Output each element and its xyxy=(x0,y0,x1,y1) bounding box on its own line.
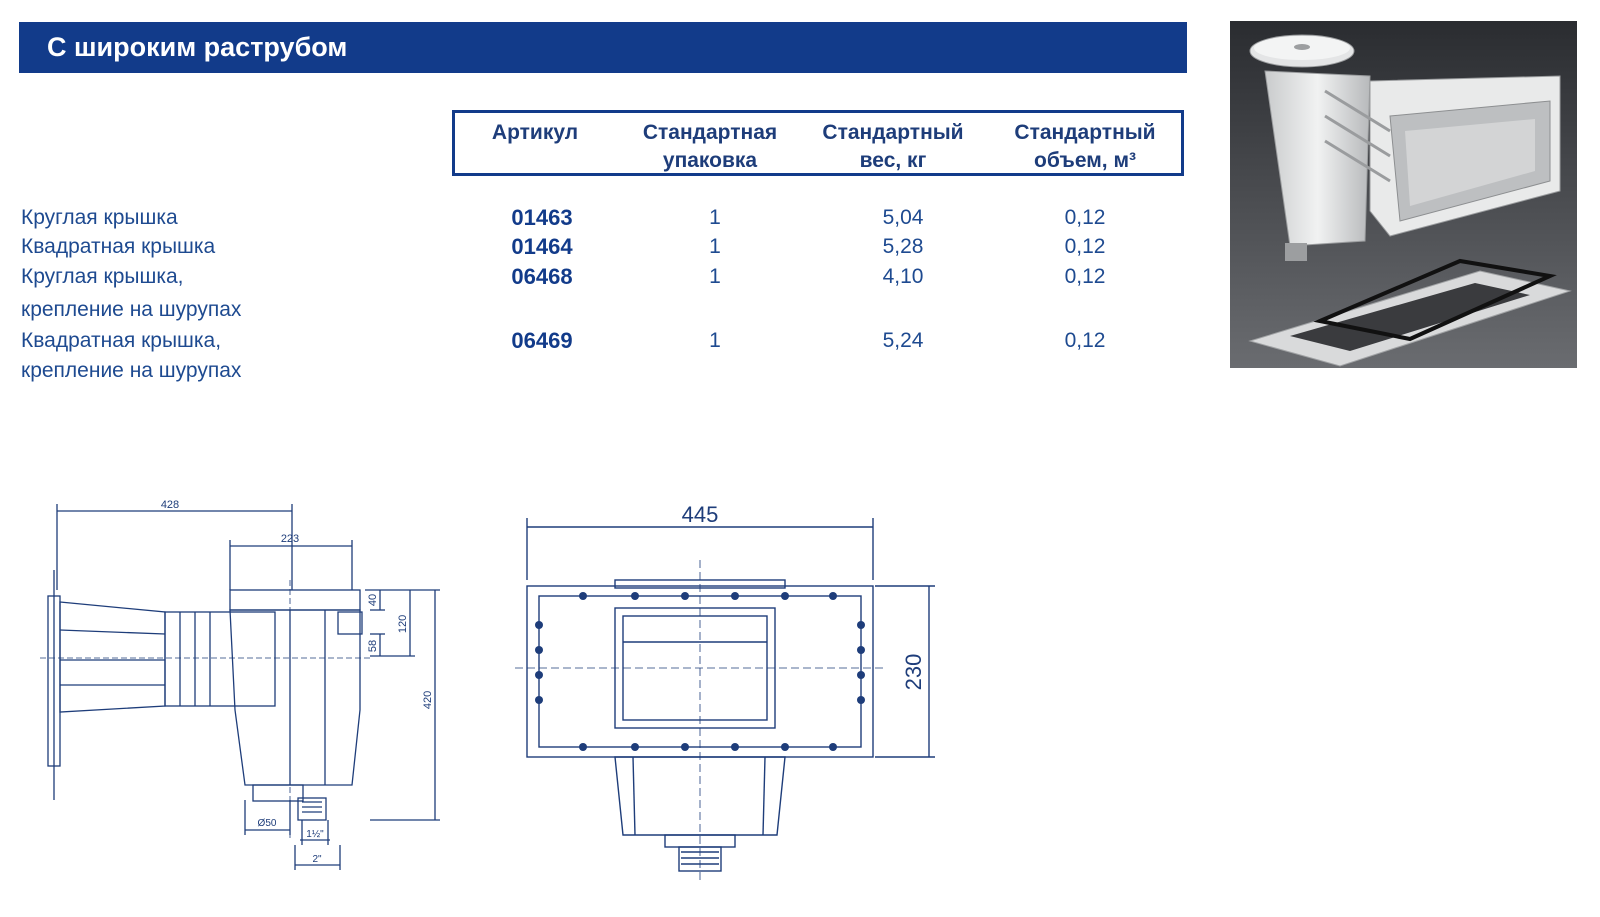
dim-428: 428 xyxy=(160,500,180,511)
row-name-line2: крепление на шурупах xyxy=(21,359,242,382)
title-bar xyxy=(19,22,1187,73)
dim-230: 230 xyxy=(901,653,926,691)
row-name: Круглая крышка xyxy=(21,206,178,229)
row-pack: 1 xyxy=(709,329,721,352)
header-article: Артикул xyxy=(491,121,579,144)
row-name: Круглая крышка, xyxy=(21,265,184,288)
row-article: 06468 xyxy=(511,264,573,289)
row-name-line2: крепление на шурупах xyxy=(21,298,242,321)
row-pack: 1 xyxy=(709,235,721,258)
side-view-drawing xyxy=(40,500,460,890)
row-name: Квадратная крышка, xyxy=(21,329,222,352)
dim-40: 40 xyxy=(367,593,379,607)
row-weight: 5,28 xyxy=(882,235,924,258)
row-volume: 0,12 xyxy=(1064,206,1106,229)
row-article: 06469 xyxy=(511,328,573,353)
row-name: Квадратная крышка xyxy=(21,235,216,258)
row-weight: 4,10 xyxy=(882,265,924,288)
row-pack: 1 xyxy=(709,206,721,229)
dim-58: 58 xyxy=(367,639,379,653)
page-title: С широким раструбом xyxy=(47,32,348,62)
table-header xyxy=(452,110,1184,176)
front-view-drawing xyxy=(515,500,935,900)
header-weight: Стандартный вес, кг xyxy=(822,121,964,172)
dim-420: 420 xyxy=(422,690,434,710)
row-article: 01464 xyxy=(511,234,573,259)
header-volume: Стандартный объем, м³ xyxy=(1014,121,1156,172)
row-weight: 5,04 xyxy=(882,206,924,229)
row-article: 01463 xyxy=(511,205,573,230)
row-volume: 0,12 xyxy=(1064,265,1106,288)
dim-223: 223 xyxy=(280,533,300,545)
dim-120: 120 xyxy=(397,614,409,634)
row-volume: 0,12 xyxy=(1064,235,1106,258)
dim-50: Ø50 xyxy=(257,818,277,829)
row-weight: 5,24 xyxy=(882,329,924,352)
row-pack: 1 xyxy=(709,265,721,288)
product-photo xyxy=(1230,21,1577,368)
dim-2: 2" xyxy=(312,854,322,865)
header-package: Стандартная упаковка xyxy=(642,121,778,172)
dim-1half: 1½" xyxy=(306,829,324,840)
row-volume: 0,12 xyxy=(1064,329,1106,352)
dim-445: 445 xyxy=(681,502,719,527)
